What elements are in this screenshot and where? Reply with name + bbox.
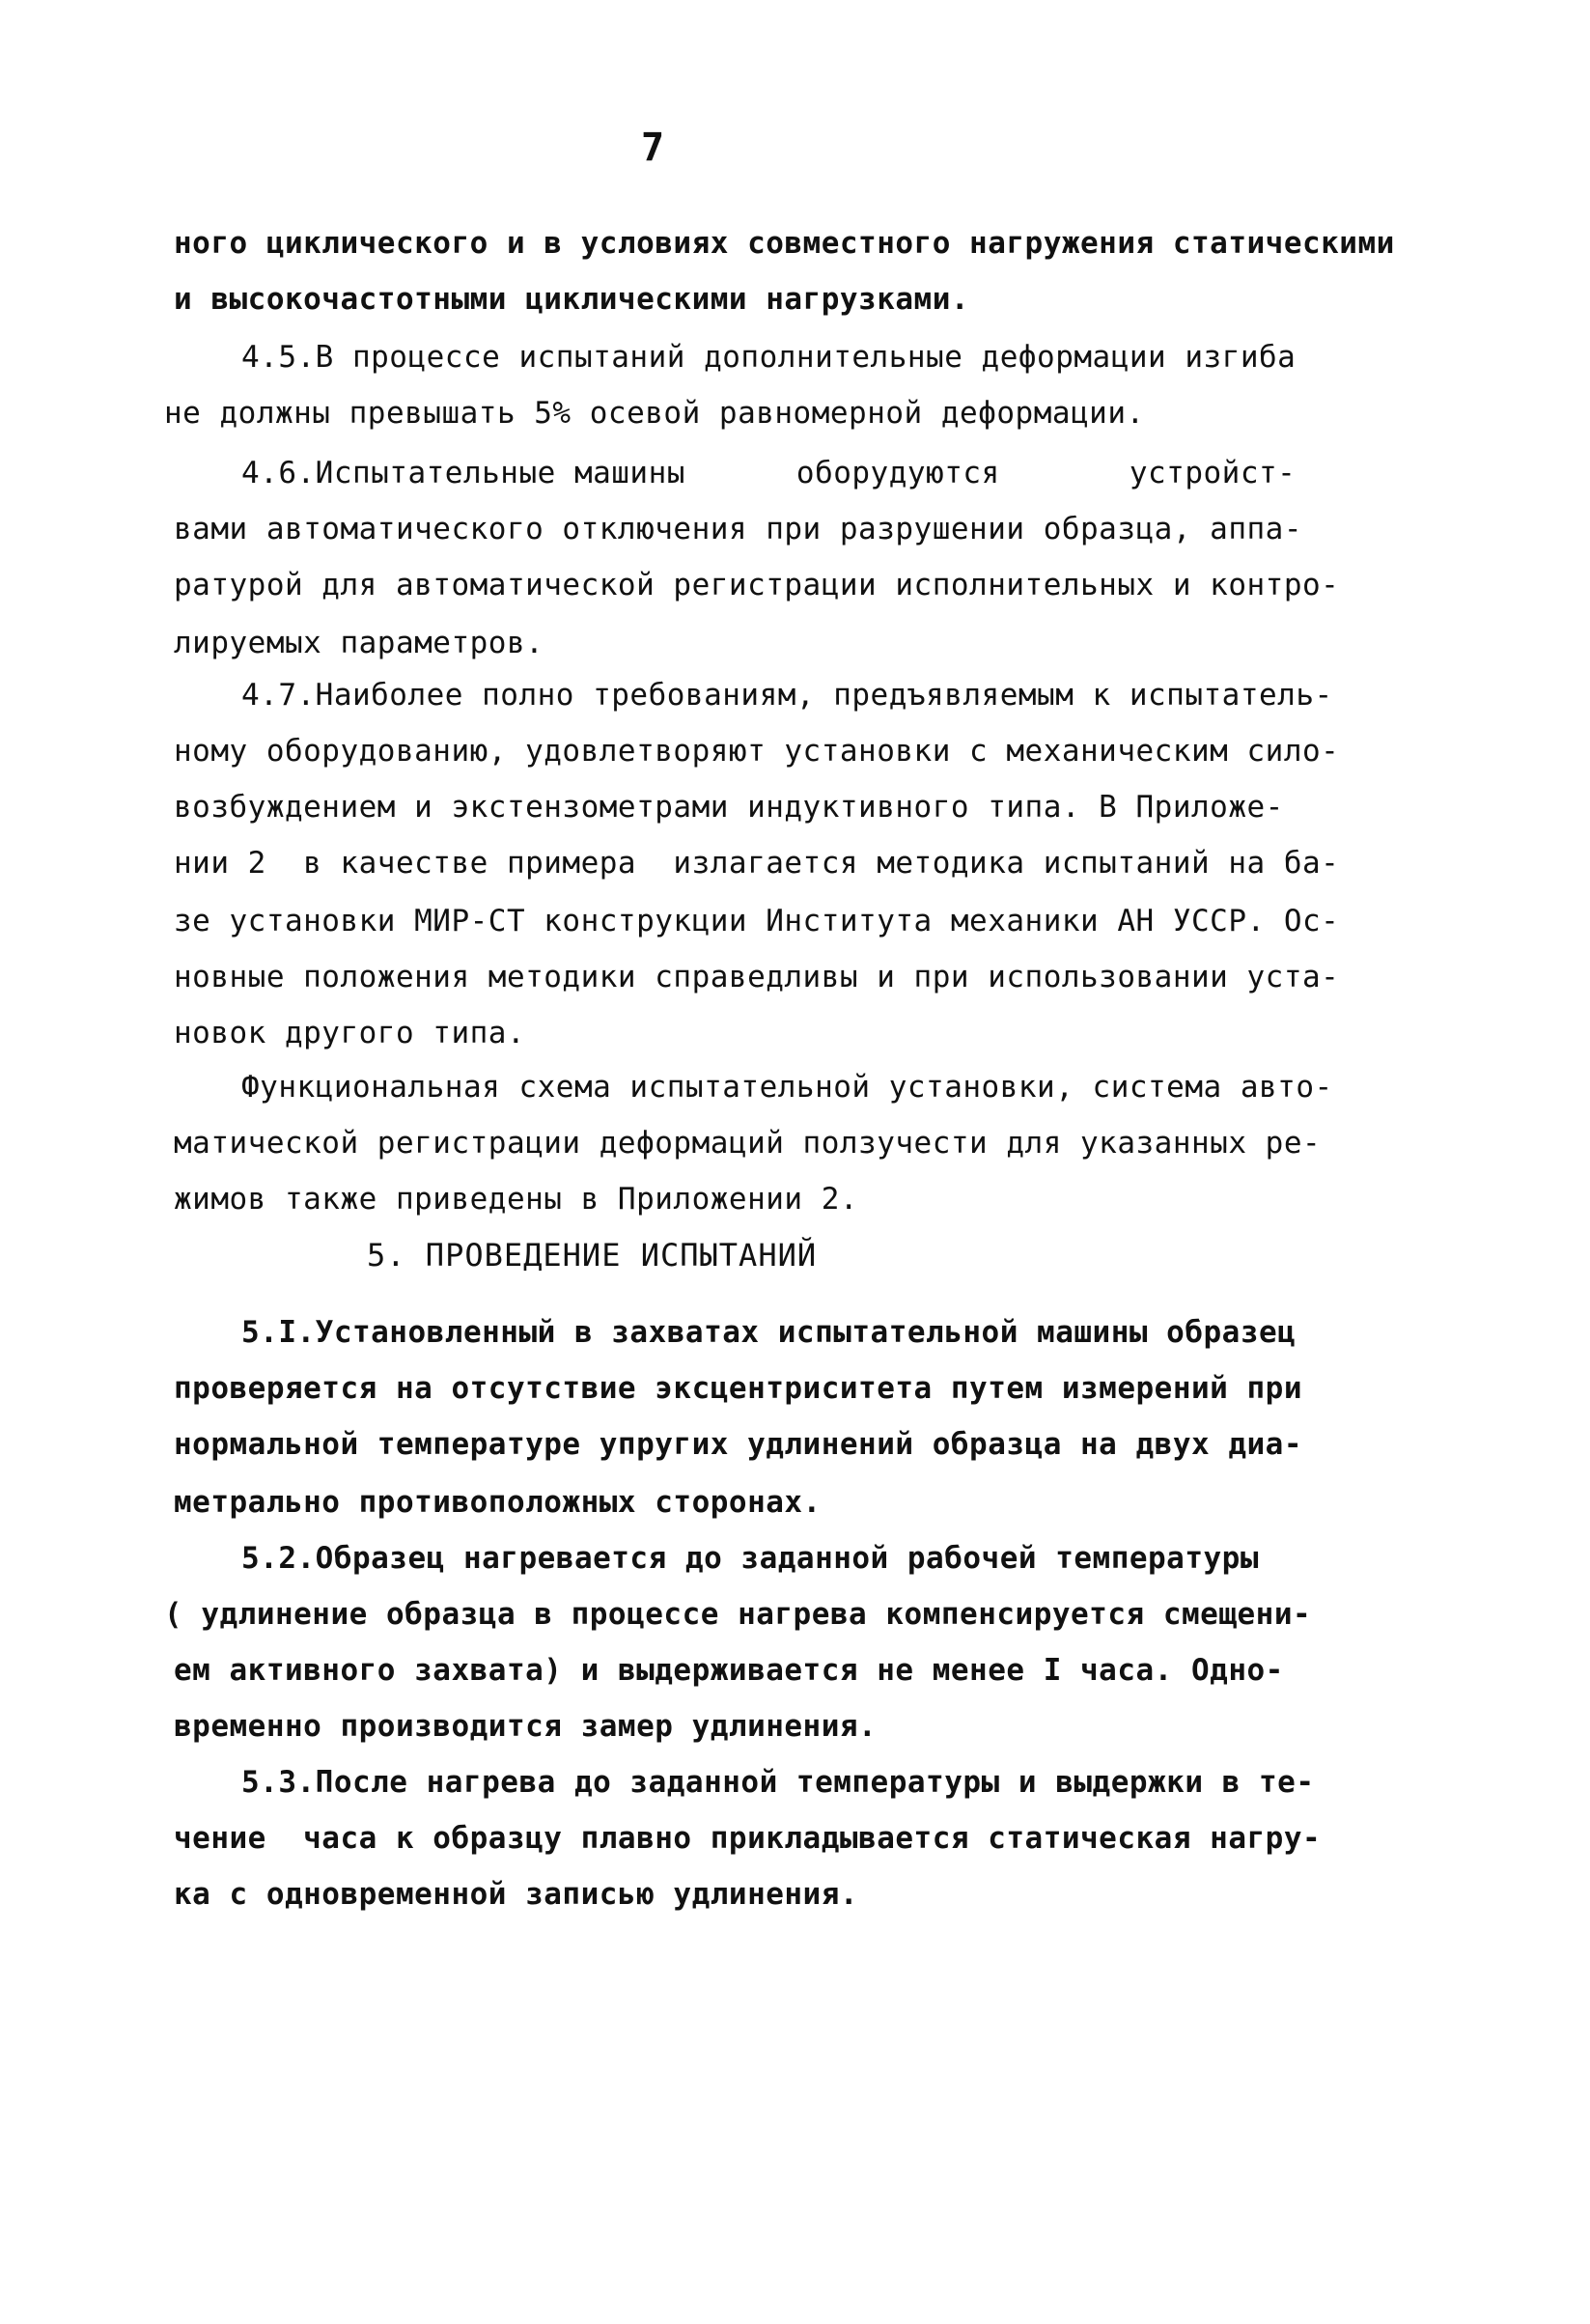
text-line: ного циклического и в условиях совместного нагружения статическими xyxy=(174,226,1395,261)
text-line: нормальной температуре упругих удлинений образца на двух диа- xyxy=(174,1427,1302,1462)
text-line: метрально противоположных сторонах. xyxy=(174,1485,822,1520)
text-line: ному оборудованию, удовлетворяют установки с механическим сило- xyxy=(174,734,1340,769)
text-line: 4.6.Испытательные машины оборудуются устройст- xyxy=(241,456,1297,490)
text-line: 4.7.Наиболее полно требованиям, предъявляемым к испытатель- xyxy=(241,678,1333,713)
text-line: 4.5.В процессе испытаний дополнительные деформации изгиба xyxy=(241,340,1297,375)
text-line: 5.3.После нагрева до заданной температуры и выдержки в те- xyxy=(241,1765,1315,1800)
text-line: не должны превышать 5% осевой равномерной деформации. xyxy=(164,396,1145,431)
section-heading: 5. ПРОВЕДЕНИЕ ИСПЫТАНИЙ xyxy=(367,1237,818,1274)
text-line: ка с одновременной записью удлинения. xyxy=(174,1877,859,1912)
text-line: нии 2 в качестве примера излагается методика испытаний на ба- xyxy=(174,846,1340,881)
text-line: чение часа к образцу плавно прикладывается статическая нагру- xyxy=(174,1821,1322,1856)
text-line: лируемых параметров. xyxy=(174,626,544,660)
text-line: жимов также приведены в Приложении 2. xyxy=(174,1182,859,1217)
page-number: 7 xyxy=(641,126,665,170)
text-line: временно производится замер удлинения. xyxy=(174,1709,878,1744)
text-line: ем активного захвата) и выдерживается не менее I часа. Одно- xyxy=(174,1653,1284,1688)
text-line: ратурой для автоматической регистрации исполнительных и контро- xyxy=(174,568,1340,602)
text-line: новные положения методики справедливы и при использовании уста- xyxy=(174,960,1340,994)
text-line: 5.I.Установленный в захватах испытательной машины образец xyxy=(241,1315,1297,1350)
text-line: возбуждением и экстензометрами индуктивного типа. В Приложе- xyxy=(174,790,1284,825)
text-line: новок другого типа. xyxy=(174,1016,526,1050)
text-line: 5.2.Образец нагревается до заданной рабочей температуры xyxy=(241,1541,1259,1576)
text-line: проверяется на отсутствие эксцентриситета путем измерений при xyxy=(174,1371,1302,1406)
text-line: и высокочастотными циклическими нагрузками. xyxy=(174,282,970,317)
text-line: Функциональная схема испытательной установки, система авто- xyxy=(241,1070,1333,1105)
text-line: ( удлинение образца в процессе нагрева компенсируется смещени- xyxy=(164,1597,1312,1632)
text-line: вами автоматического отключения при разрушении образца, аппа- xyxy=(174,512,1302,546)
text-line: матической регистрации деформаций ползучести для указанных ре- xyxy=(174,1126,1322,1161)
text-line: зе установки МИР-СТ конструкции Института механики АН УССР. Ос- xyxy=(174,904,1340,938)
